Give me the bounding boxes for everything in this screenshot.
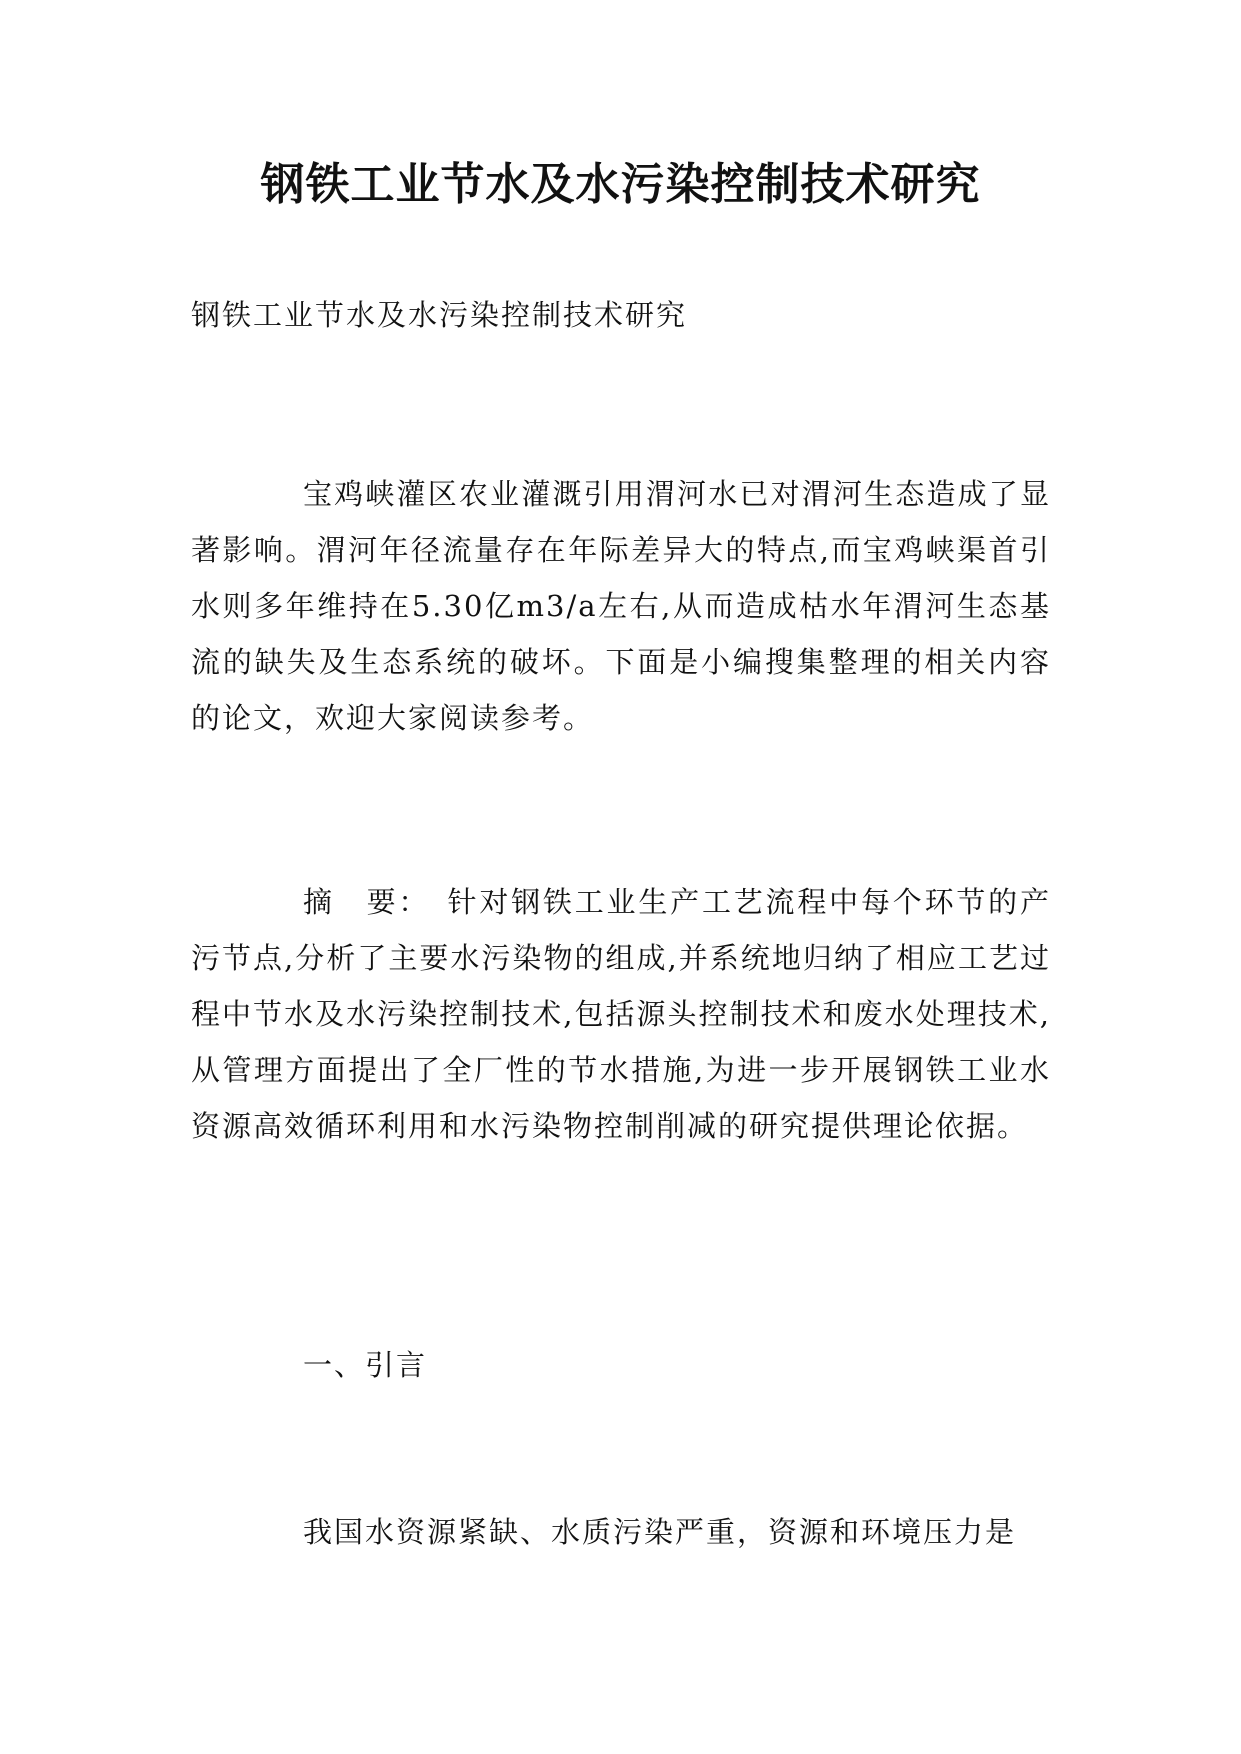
document-title: 钢铁工业节水及水污染控制技术研究 bbox=[260, 159, 981, 210]
document-subtitle: 钢铁工业节水及水污染控制技术研究 bbox=[191, 298, 688, 332]
section-heading-introduction: 一、引言 bbox=[303, 1348, 428, 1382]
abstract-paragraph: 摘 要： 针对钢铁工业生产工艺流程中每个环节的产污节点,分析了主要水污染物的组成,并系统地归纳了相应工艺过程中节水及水污染控制技术,包括源头控制技术和废水处理技术,从管理方面提出了全厂性的节水措施,为进一步开展钢铁工业水资源高效循环利用和水污染物控制削减的研究提供理论依据。 bbox=[191, 885, 1051, 1143]
section-paragraph: 我国水资源紧缺、水质污染严重，资源和环境压力是 bbox=[303, 1515, 1017, 1549]
intro-paragraph: 宝鸡峡灌区农业灌溉引用渭河水已对渭河生态造成了显著影响。渭河年径流量存在年际差异大的特点,而宝鸡峡渠首引水则多年维持在5.30亿m3/a左右,从而造成枯水年渭河生态基流的缺失及生态系统的破坏。下面是小编搜集整理的相关内容的论文，欢迎大家阅读参考。 bbox=[191, 477, 1051, 735]
